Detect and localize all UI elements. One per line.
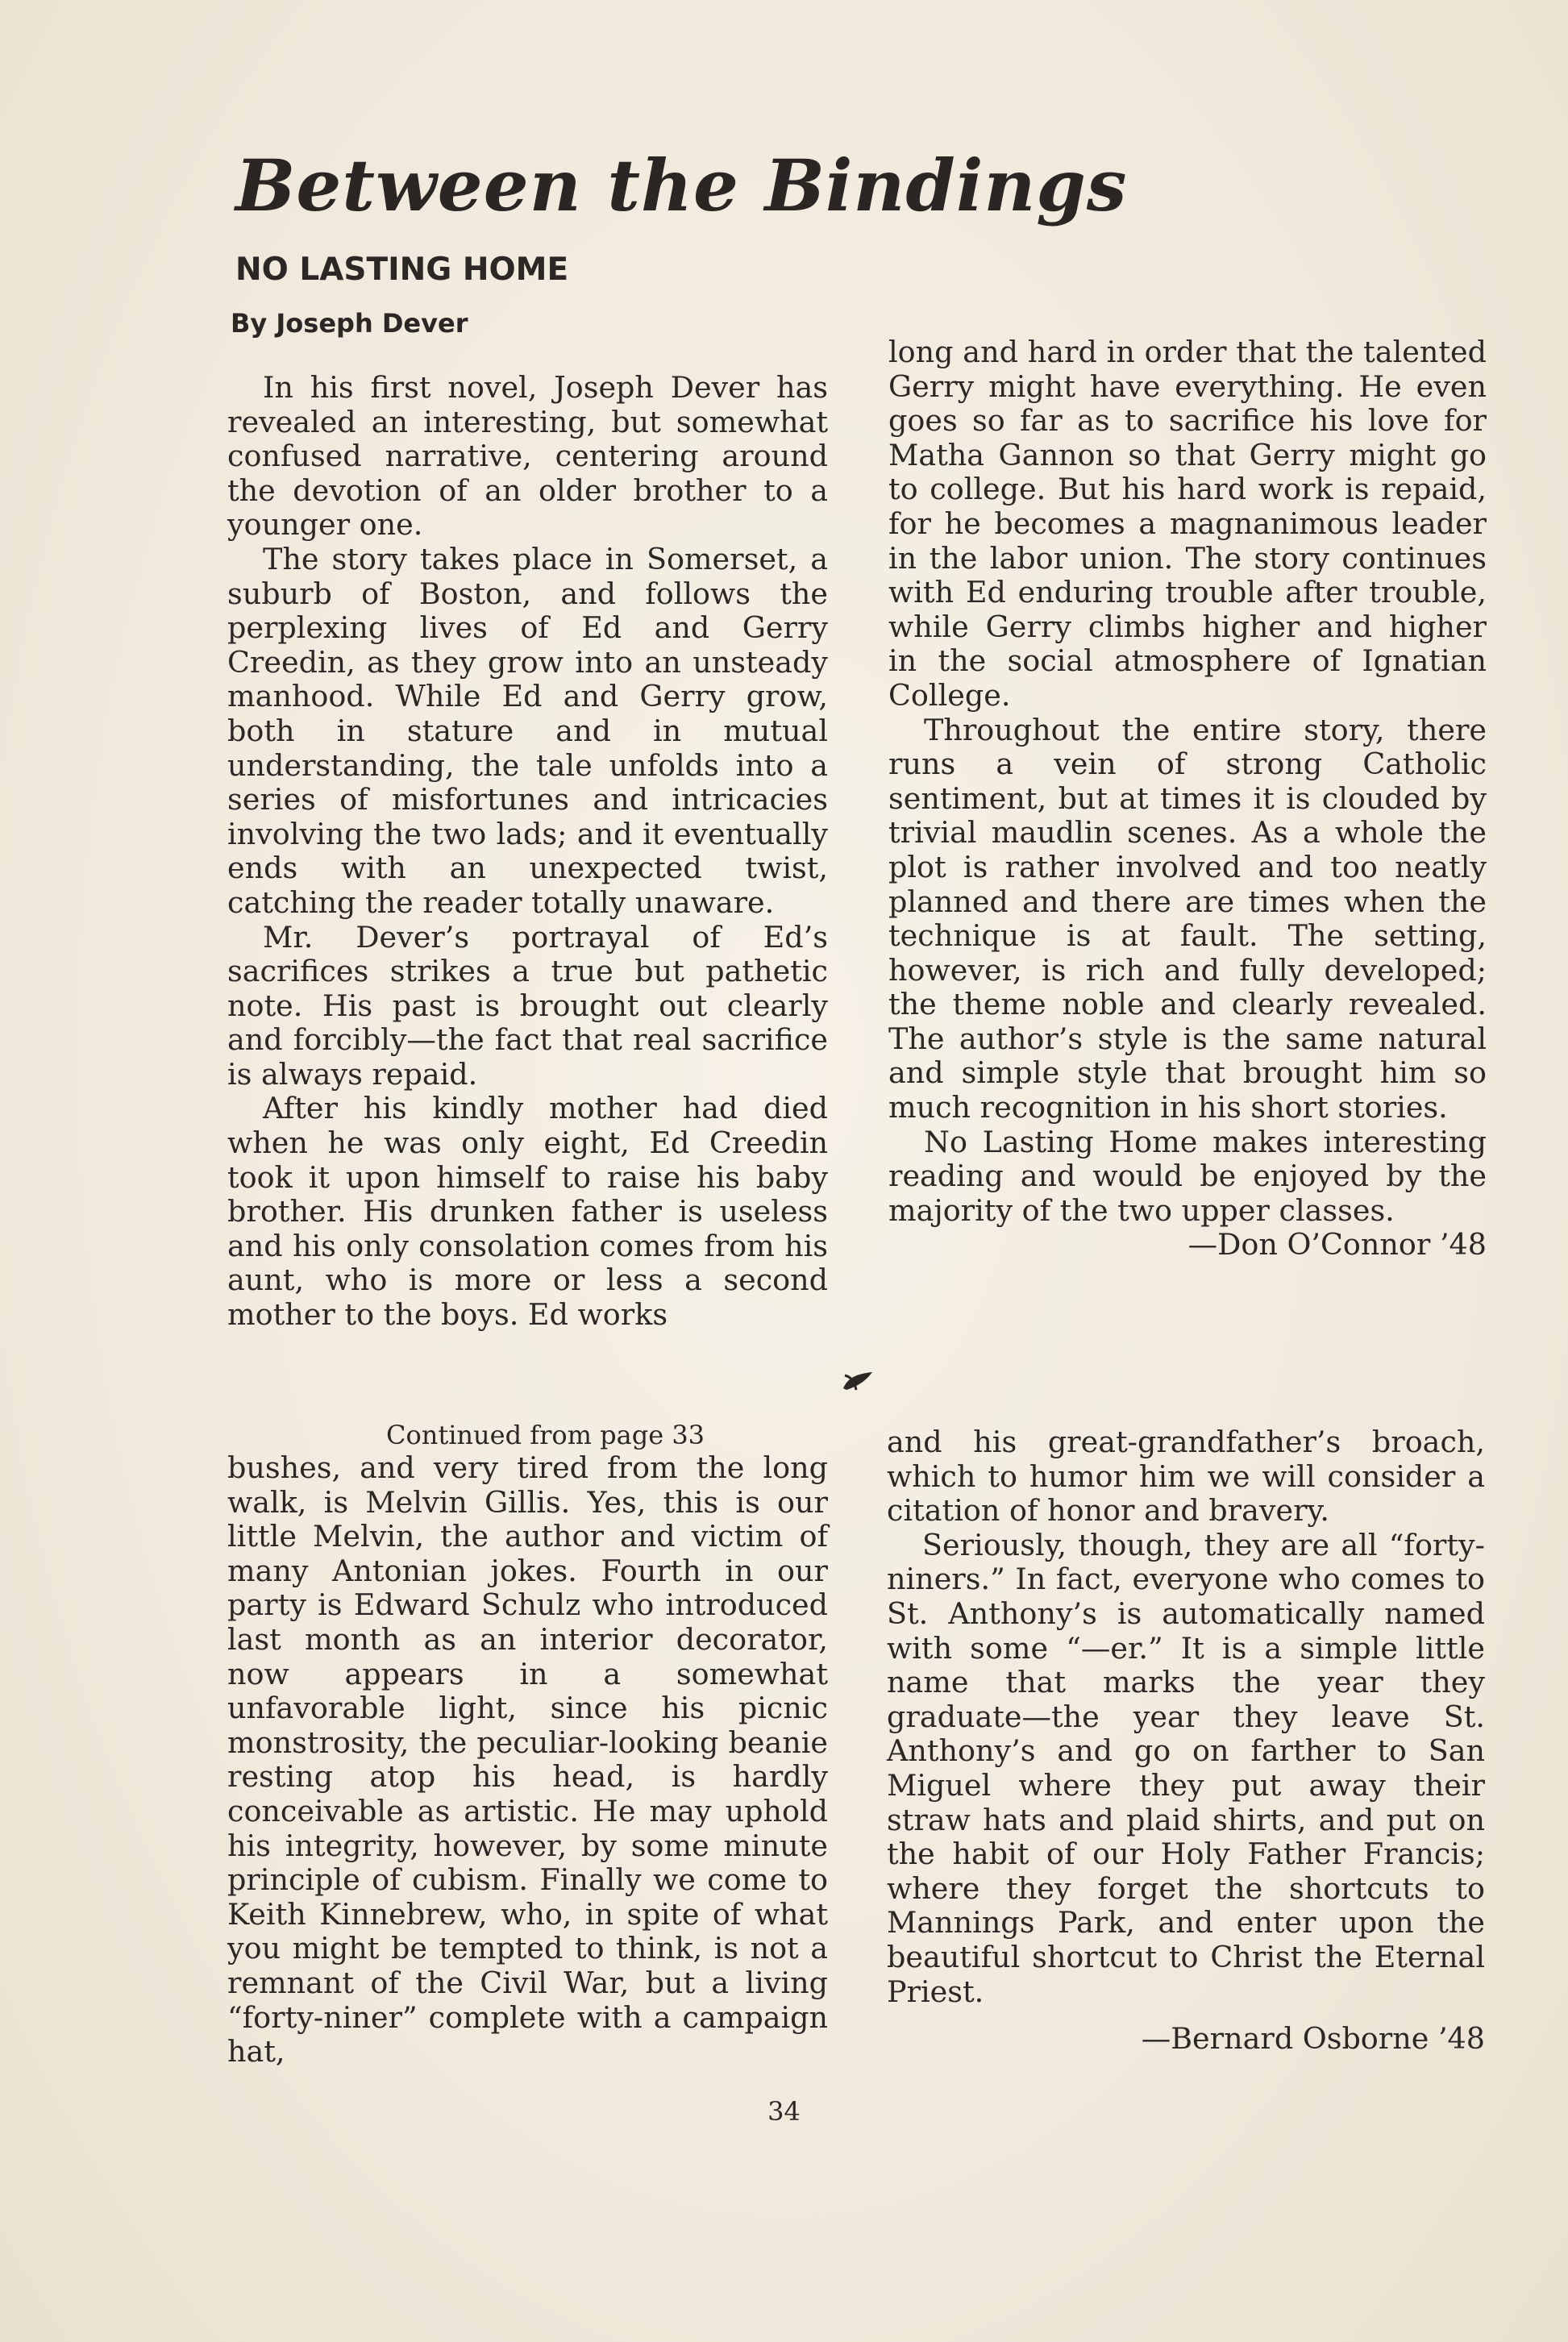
review-paragraph-continued: long and hard in order that the talented Gerry might have everything. He even goes so far as to sacrifice his love for Matha Gannon so that Gerry might go to college. But his hard work is repaid, for he becomes a magnanimous leader in the labor union. The story continues with Ed enduring trouble after trouble, while Gerry climbs higher and higher in the social atmosphere of Ignatian College. bbox=[888, 335, 1487, 713]
continued-paragraph-continued: and his great-grandfather’s broach, which to humor him we will consider a citation of honor and bravery. bbox=[887, 1425, 1485, 1529]
review-paragraph: The story takes place in Somerset, a suburb of Boston, and follows the perplexing lives of Ed and Gerry Creedin, as they grow into an unsteady manhood. While Ed and Gerry grow, both in stature and in mutual understanding, the tale unfolds into a series of misfortunes and intricacies involving the two lads; and it eventually ends with an unexpected twist, catching the reader totally unaware. bbox=[227, 541, 828, 920]
review-signature: —Don O’Connor ’48 bbox=[1187, 1227, 1487, 1263]
review-paragraph: In his first novel, Joseph Dever has revealed an interesting, but somewhat confused narrative, centering around the devotion of an older brother to a younger one. bbox=[227, 370, 828, 543]
continued-signature: —Bernard Osborne ’48 bbox=[1141, 2021, 1485, 2057]
review-paragraph: After his kindly mother had died when he was only eight, Ed Creedin took it upon himself to raise his baby brother. His drunken father is useless and his only consolation comes from his aunt, who is more or less a second mother to the boys. Ed works bbox=[227, 1091, 828, 1333]
section-title: Between the Bindings bbox=[235, 144, 1128, 227]
continued-right-column bbox=[887, 1425, 1485, 2057]
page-number: 34 bbox=[767, 2096, 801, 2127]
book-title: NO LASTING HOME bbox=[235, 252, 569, 288]
continued-note: Continued from page 33 bbox=[385, 1420, 705, 1450]
leaf-ornament-icon bbox=[840, 1369, 876, 1393]
continued-paragraph: Seriously, though, they are all “forty-niners.” In fact, everyone who comes to St. Anthony’s is automatically named with some “—er.” It is a simple little name that marks the year they graduate—the year they leave St. Anthony’s and go on farther to San Miguel where they put away their straw hats and plaid shirts, and put on the habit of our Holy Father Francis; where they forget the shortcuts to Mannings Park, and enter upon the beautiful shortcut to Christ the Eternal Priest. bbox=[887, 1527, 1485, 2009]
byline: By Joseph Dever bbox=[231, 308, 468, 339]
continued-paragraph: bushes, and very tired from the long walk, is Melvin Gillis. Yes, this is our little Melvin, the author and victim of many Antonian jokes. Fourth in our party is Edward Schulz who introduced last month as an interior decorator, now appears in a somewhat unfavorable light, since his picnic monstrosity, the peculiar-looking beanie resting atop his head, is hardly conceivable as artistic. He may uphold his integrity, however, by some minute principle of cubism. Finally we come to Keith Kinnebrew, who, in spite of what you might be tempted to think, is not a remnant of the Civil War, but a living “forty-niner” complete with a campaign hat, bbox=[227, 1450, 828, 2070]
review-left-column bbox=[227, 371, 828, 1333]
review-paragraph: No Lasting Home makes interesting reading and would be enjoyed by the majority of the two upper classes. bbox=[888, 1124, 1487, 1228]
review-paragraph: Throughout the entire story, there runs a vein of strong Catholic sentiment, but at times it is clouded by trivial maudlin scenes. As a whole the plot is rather involved and too neatly planned and there are times when the technique is at fault. The setting, however, is rich and fully developed; the theme noble and clearly revealed. The author’s style is the same natural and simple style that brought him so much recognition in his short stories. bbox=[888, 712, 1487, 1125]
review-paragraph: Mr. Dever’s portrayal of Ed’s sacrifices strikes a true but pathetic note. His past is brought out clearly and forcibly—the fact that real sacrifice is always repaid. bbox=[227, 919, 828, 1092]
review-right-column bbox=[888, 335, 1487, 1263]
continued-left-column bbox=[227, 1419, 828, 2070]
